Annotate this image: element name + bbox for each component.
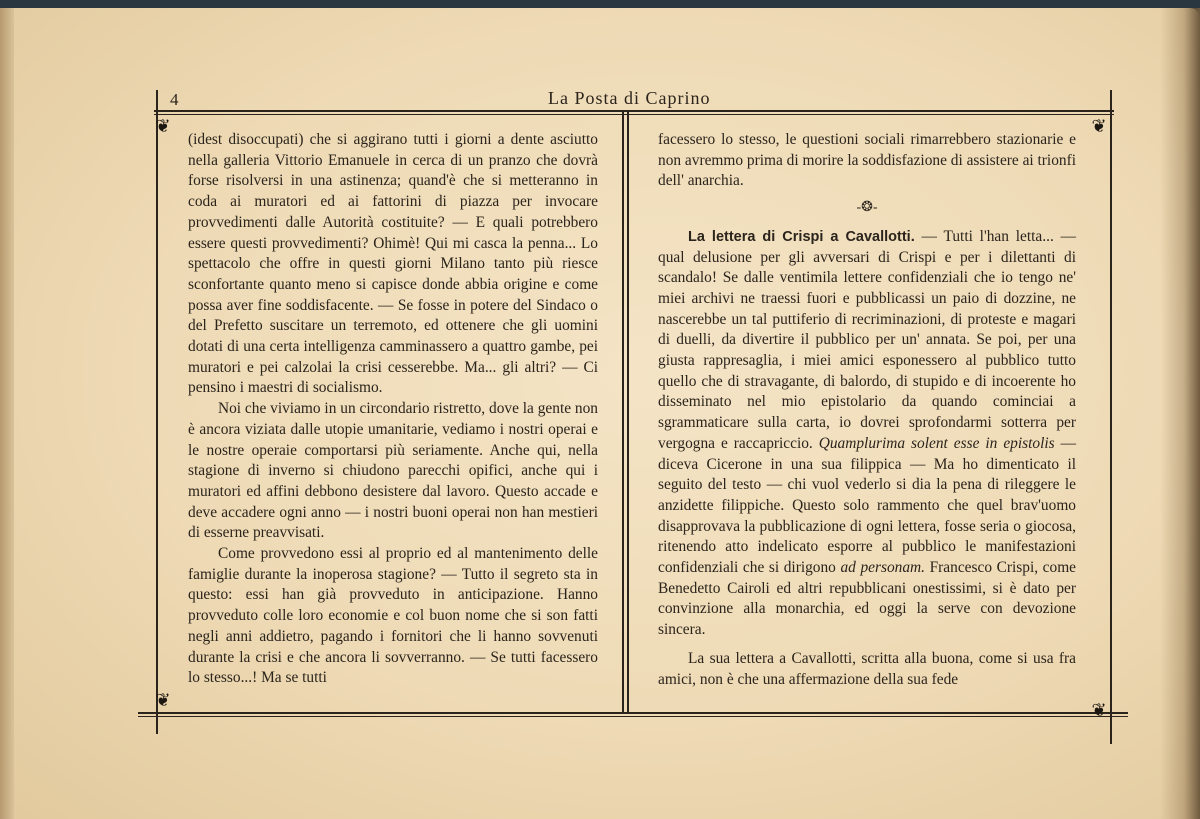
right-paragraph-1: facessero lo stesso, le questioni sociali rimarrebbero stazionarie e non avremmo prima di morire la soddisfazione di assistere ai trionfi dell' anarchia. (658, 131, 1076, 190)
right-paragraph-3: La sua lettera a Cavallotti, scritta alla buona, come si usa fra amici, non è che una affermazione della sua fede (658, 649, 1076, 688)
bottom-rule-thin (138, 716, 1128, 717)
page-number: 4 (170, 90, 179, 109)
header-right-tick (1110, 90, 1112, 110)
article-text-c: Francesco Crispi, come Benedetto Cairoli ed altri repubblicani onestissimi, si è dato per convinzione alla monarchia, ed oggi la serve con devozione sincera. (658, 559, 1076, 639)
page-title: La Posta di Caprino (548, 88, 711, 108)
top-rule (154, 110, 1114, 112)
corner-ornament-bottom-left-icon: ❦ (155, 690, 171, 711)
right-paragraph-2 (658, 227, 1076, 641)
corner-ornament-top-right-icon: ❦ (1091, 116, 1107, 137)
bottom-rule (138, 712, 1128, 714)
article-text-b: — diceva Cicerone in una sua filippica — Ma ho dimenticato il seguito del testo — chi vuol vederlo si dia la pena di rileggere le anzidette filippiche. Questo solo rammento che quel brav'uomo disapprovava la pubblicazione di ogni lettera, fosse seria o giocosa, ritenendo atto indelicato esporre al pubblico le manifestazioni confidenziali che si dirigono (658, 434, 1076, 577)
left-border (156, 112, 158, 734)
latin-quote: Quamplurima solent esse in epistolis (818, 434, 1055, 452)
ad-personam: ad personam. (840, 559, 926, 577)
left-paragraph-3: Come provvedono essi al proprio ed al mantenimento delle famiglie durante la inoperosa stagione? — Tutto il segreto sta in questo: essi han già provveduto in anticipazione. Hanno provveduto colle loro economie e col buon nome che si son fatti negli anni addietro, pagando i fornitori che li hanno sovvenuti durante la crisi e che ancora li sovverranno. — Se tutti facessero lo stesso...! Ma se tutti (188, 545, 598, 687)
right-border (1110, 112, 1112, 744)
left-column (188, 130, 598, 689)
top-rule-thin (154, 114, 1114, 115)
header-left-tick (156, 90, 158, 110)
center-divider-left (622, 112, 624, 714)
article-heading: La lettera di Crispi a Cavallotti. (688, 228, 915, 245)
center-divider-right (627, 112, 629, 714)
section-separator-icon: -❂- (856, 200, 878, 216)
page-edge-shadow (1160, 8, 1200, 819)
corner-ornament-top-left-icon: ❦ (155, 116, 171, 137)
article-text-a: — Tutti l'han letta... — qual delusione per gli avversari di Crispi e per i dilettanti di scandalo! Se dalle ventimila lettere confidenziali che io tengo ne' miei archivi ne traessi fuori e pubblicassi un paio di dozzine, ne nascerebbe un tal puttiferio di recriminazioni, di proteste e magari di duelli, da divertire il pubblico per un' annata. Se poi, per una giusta rappresaglia, i miei amici esponessero al pubblico tutto quello che di stravagante, di balordo, di stupido e di incoerente ho disseminato nel mio epistolario da quando cominciai a sgrammaticare sulla carta, io dovrei sprofondarmi sotterra per vergogna e raccapriccio. (658, 227, 1076, 452)
book-spine (0, 8, 14, 819)
right-column (658, 130, 1076, 690)
corner-ornament-bottom-right-icon: ❦ (1091, 700, 1107, 721)
left-paragraph-2: Noi che viviamo in un circondario ristretto, dove la gente non è ancora viziata dalle utopie umanitarie, vediamo i nostri operai e le nostre operaie comportarsi più seriamente. Anche qui, nella stagione di inverno si chiudono parecchi opifici, anche qui i muratori ed affini debbono desistere dal lavoro. Questo accade e deve accadere ogni anno — i nostri buoni operai non han mestieri di esserne preavvisati. (188, 400, 598, 542)
left-paragraph-1: (idest disoccupati) che si aggirano tutti i giorni a dente asciutto nella galleria Vittorio Emanuele in cerca di un pranzo che dovrà forse risolversi in una astinenza; quand'è che si metteranno in coda ai muratori ed ai fattorini di piazza per invocare provvedimenti dalle Autorità costituite? — E quali potrebbero essere questi provvedimenti? Ohimè! Qui mi casca la penna... Lo spettacolo che offre in questi giorni Milano tanto più riesce sconfortante quanto meno si capisce donde abbia origine e come possa aver fine soddisfacente. — Se fosse in potere del Sindaco o del Prefetto suscitare un terremoto, ed ottenere che gli uomini dotati di una certa intelligenza camminassero a quattro gambe, pei muratori e pei calzolai la crisi cesserebbe. Ma... gli altri? — Ci pensino i maestri di socialismo. (188, 131, 598, 397)
